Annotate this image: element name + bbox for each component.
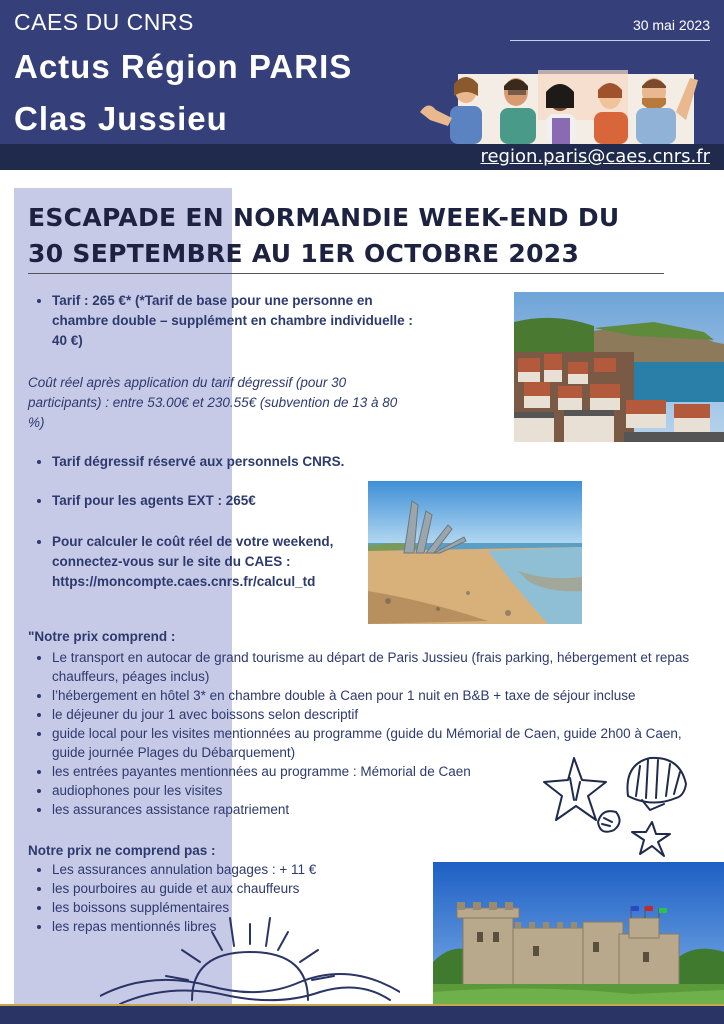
sun-icon	[100, 900, 400, 1006]
event-title-line2: 30 SEPTEMBRE AU 1ER OCTOBRE 2023	[28, 239, 580, 268]
tarif-calcul: • Pour calculer le coût réel de votre weekend, connectez-vous sur le site du CAES : https://moncompte.caes.cnrs.fr/calcul_td	[52, 532, 368, 592]
people-illustration	[418, 68, 700, 144]
starfish-shell-icon	[540, 752, 690, 860]
event-title-line1: ESCAPADE EN NORMANDIE WEEK-END DU	[28, 203, 620, 232]
castle-photo	[433, 862, 724, 1004]
page-title-line1: Actus Région PARIS	[14, 48, 353, 85]
organization-name: CAES DU CNRS	[14, 9, 194, 35]
tarif-degressif-block	[28, 452, 418, 472]
list-item: • les entrées payantes mentionnées au programme : Mémorial de Caen	[52, 762, 718, 781]
email-link[interactable]: region.paris@caes.cnrs.fr	[480, 146, 710, 167]
list-item: • les boissons supplémentaires	[52, 898, 408, 917]
tarif-ext-block	[28, 491, 358, 511]
tarif-note: Coût réel après application du tarif dégressif (pour 30 participants) : entre 53.00€ et 230.55€ (subvention de 13 à 80 %)	[28, 375, 398, 430]
ne-comprend-title: Notre prix ne comprend pas :	[28, 843, 216, 858]
bottom-band	[0, 1006, 724, 1024]
publication-date: 30 mai 2023	[632, 17, 710, 33]
list-item: • Les assurances annulation bagages : + 11 €	[52, 860, 408, 879]
list-item: • les pourboires au guide et aux chauffeurs	[52, 879, 408, 898]
list-item: • les repas mentionnés libres	[52, 917, 408, 936]
comprend-title: "Notre prix comprend :	[28, 629, 176, 644]
list-item: • les assurances assistance rapatriement	[52, 800, 718, 819]
list-item: • le déjeuner du jour 1 avec boissons selon descriptif	[52, 705, 718, 724]
tarif-base-block	[28, 291, 418, 351]
event-title	[28, 200, 668, 272]
list-item: • l’hébergement en hôtel 3* en chambre double à Caen pour 1 nuit en B&B + taxe de séjour incluse	[52, 686, 718, 705]
tarif-calcul-block	[28, 532, 368, 592]
list-item: • guide local pour les visites mentionnées au programme (guide du Mémorial de Caen, guide 2h00 à Caen, guide journée Plages du Débarquement)	[52, 724, 718, 762]
village-coast-photo	[514, 292, 724, 442]
list-item: • audiophones pour les visites	[52, 781, 718, 800]
date-divider	[510, 40, 710, 41]
tarif-degressif: • Tarif dégressif réservé aux personnels CNRS.	[52, 452, 418, 472]
tarif-ext: • Tarif pour les agents EXT : 265€	[52, 491, 358, 511]
tarif-base: • Tarif : 265 €* (*Tarif de base pour une personne en chambre double – supplément en chambre individuelle : 40 €)	[52, 291, 418, 351]
beach-sculpture-photo	[368, 481, 582, 624]
list-item: • Le transport en autocar de grand tourisme au départ de Paris Jussieu (frais parking, hébergement et repas chauffeurs, péages inclus)	[52, 648, 718, 686]
page-title-line2: Clas Jussieu	[14, 100, 228, 137]
title-divider	[28, 273, 664, 274]
